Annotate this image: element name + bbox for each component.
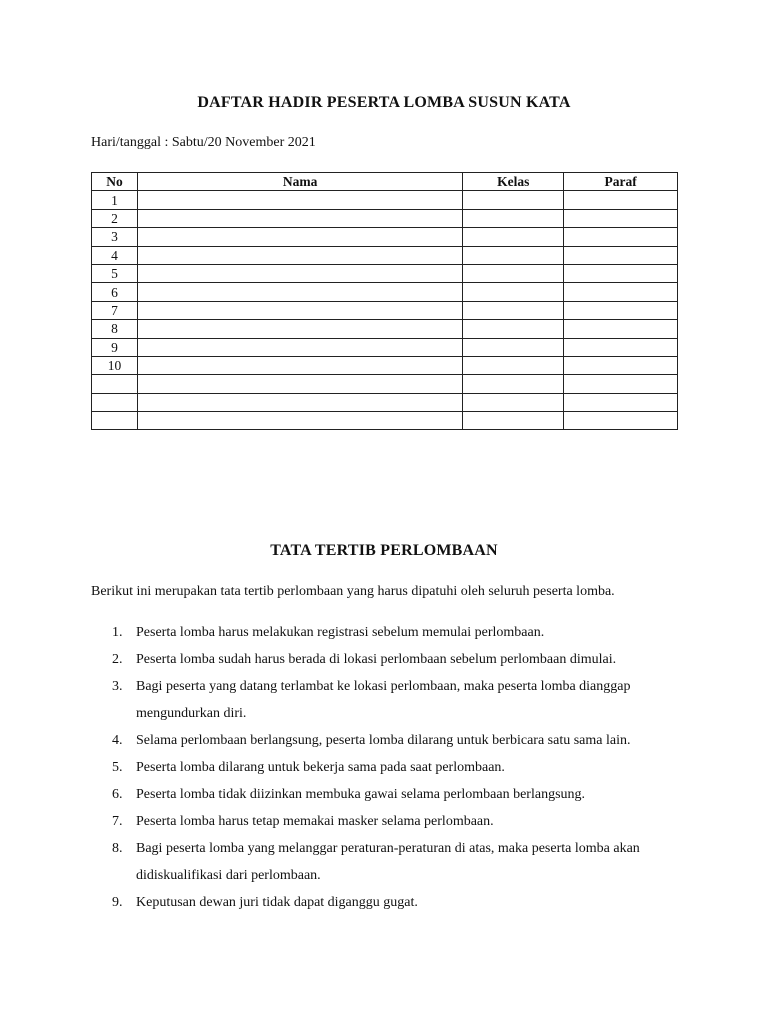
cell-kelas	[463, 228, 564, 246]
date-line: Hari/tanggal : Sabtu/20 November 2021	[91, 135, 316, 150]
table-row	[92, 191, 678, 209]
rule-text: Peserta lomba dilarang untuk bekerja sama pada saat perlombaan.	[136, 760, 505, 775]
cell-no: 9	[92, 338, 138, 356]
rule-text: Peserta lomba harus tetap memakai masker selama perlombaan.	[136, 814, 494, 829]
table-row	[92, 320, 678, 338]
rule-number: 3.	[112, 679, 123, 694]
table-header-row	[92, 173, 678, 191]
table-row	[92, 209, 678, 227]
cell-nama	[137, 283, 462, 301]
cell-no	[92, 375, 138, 393]
table-row	[92, 283, 678, 301]
rules-intro: Berikut ini merupakan tata tertib perlombaan yang harus dipatuhi oleh seluruh peserta lomba.	[91, 584, 615, 599]
rules-title: TATA TERTIB PERLOMBAAN	[270, 542, 498, 559]
cell-paraf	[564, 209, 678, 227]
rule-text: Peserta lomba harus melakukan registrasi sebelum memulai perlombaan.	[136, 625, 545, 640]
cell-no: 1	[92, 191, 138, 209]
attendance-table-body	[92, 191, 678, 430]
cell-nama	[137, 320, 462, 338]
cell-nama	[137, 412, 462, 430]
header-paraf: Paraf	[564, 173, 678, 191]
cell-no: 5	[92, 264, 138, 282]
table-row	[92, 375, 678, 393]
cell-kelas	[463, 356, 564, 374]
cell-kelas	[463, 375, 564, 393]
header-nama: Nama	[137, 173, 462, 191]
cell-nama	[137, 301, 462, 319]
cell-paraf	[564, 191, 678, 209]
cell-paraf	[564, 283, 678, 301]
attendance-title: DAFTAR HADIR PESERTA LOMBA SUSUN KATA	[197, 94, 571, 111]
table-row	[92, 264, 678, 282]
rule-text: Keputusan dewan juri tidak dapat diganggu gugat.	[136, 895, 418, 910]
rule-text: Bagi peserta yang datang terlambat ke lokasi perlombaan, maka peserta lomba dianggap mengundurkan diri.	[136, 679, 631, 721]
cell-paraf	[564, 375, 678, 393]
table-row	[92, 338, 678, 356]
cell-kelas	[463, 412, 564, 430]
table-row	[92, 246, 678, 264]
cell-paraf	[564, 320, 678, 338]
cell-nama	[137, 209, 462, 227]
cell-nama	[137, 191, 462, 209]
cell-no: 3	[92, 228, 138, 246]
cell-kelas	[463, 246, 564, 264]
rule-text: Peserta lomba tidak diizinkan membuka gawai selama perlombaan berlangsung.	[136, 787, 586, 802]
cell-paraf	[564, 264, 678, 282]
cell-nama	[137, 393, 462, 411]
rule-item	[91, 808, 681, 835]
cell-nama	[137, 338, 462, 356]
cell-paraf	[564, 356, 678, 374]
cell-paraf	[564, 301, 678, 319]
cell-no: 8	[92, 320, 138, 338]
table-row	[92, 356, 678, 374]
rule-number: 5.	[112, 760, 123, 775]
rule-text: Bagi peserta lomba yang melanggar peraturan-peraturan di atas, maka peserta lomba akan didiskualifikasi dari perlombaan.	[136, 841, 640, 883]
table-row	[92, 393, 678, 411]
rule-item	[91, 835, 681, 889]
rule-number: 7.	[112, 814, 123, 829]
rule-item	[91, 727, 681, 754]
rules-list	[91, 619, 681, 916]
cell-no: 6	[92, 283, 138, 301]
cell-no: 2	[92, 209, 138, 227]
rule-item	[91, 889, 681, 916]
cell-paraf	[564, 338, 678, 356]
cell-paraf	[564, 393, 678, 411]
cell-no	[92, 393, 138, 411]
cell-kelas	[463, 264, 564, 282]
cell-nama	[137, 246, 462, 264]
rule-number: 2.	[112, 652, 123, 667]
cell-kelas	[463, 191, 564, 209]
rule-number: 9.	[112, 895, 123, 910]
rule-item	[91, 646, 681, 673]
cell-kelas	[463, 301, 564, 319]
table-row	[92, 228, 678, 246]
table-row	[92, 412, 678, 430]
cell-kelas	[463, 283, 564, 301]
cell-nama	[137, 375, 462, 393]
cell-paraf	[564, 246, 678, 264]
rule-text: Peserta lomba sudah harus berada di lokasi perlombaan sebelum perlombaan dimulai.	[136, 652, 617, 667]
cell-no: 4	[92, 246, 138, 264]
header-kelas: Kelas	[463, 173, 564, 191]
table-row	[92, 301, 678, 319]
cell-nama	[137, 356, 462, 374]
rule-item	[91, 754, 681, 781]
cell-kelas	[463, 338, 564, 356]
rule-item	[91, 619, 681, 646]
cell-nama	[137, 264, 462, 282]
cell-no	[92, 412, 138, 430]
cell-no: 7	[92, 301, 138, 319]
cell-kelas	[463, 393, 564, 411]
cell-paraf	[564, 228, 678, 246]
rule-item	[91, 673, 681, 727]
attendance-table	[91, 172, 678, 430]
rule-number: 4.	[112, 733, 123, 748]
cell-paraf	[564, 412, 678, 430]
rule-number: 6.	[112, 787, 123, 802]
rule-item	[91, 781, 681, 808]
cell-kelas	[463, 209, 564, 227]
header-no: No	[92, 173, 138, 191]
cell-kelas	[463, 320, 564, 338]
cell-nama	[137, 228, 462, 246]
rule-number: 1.	[112, 625, 123, 640]
rule-number: 8.	[112, 841, 123, 856]
rule-text: Selama perlombaan berlangsung, peserta lomba dilarang untuk berbicara satu sama lain.	[136, 733, 631, 748]
cell-no: 10	[92, 356, 138, 374]
